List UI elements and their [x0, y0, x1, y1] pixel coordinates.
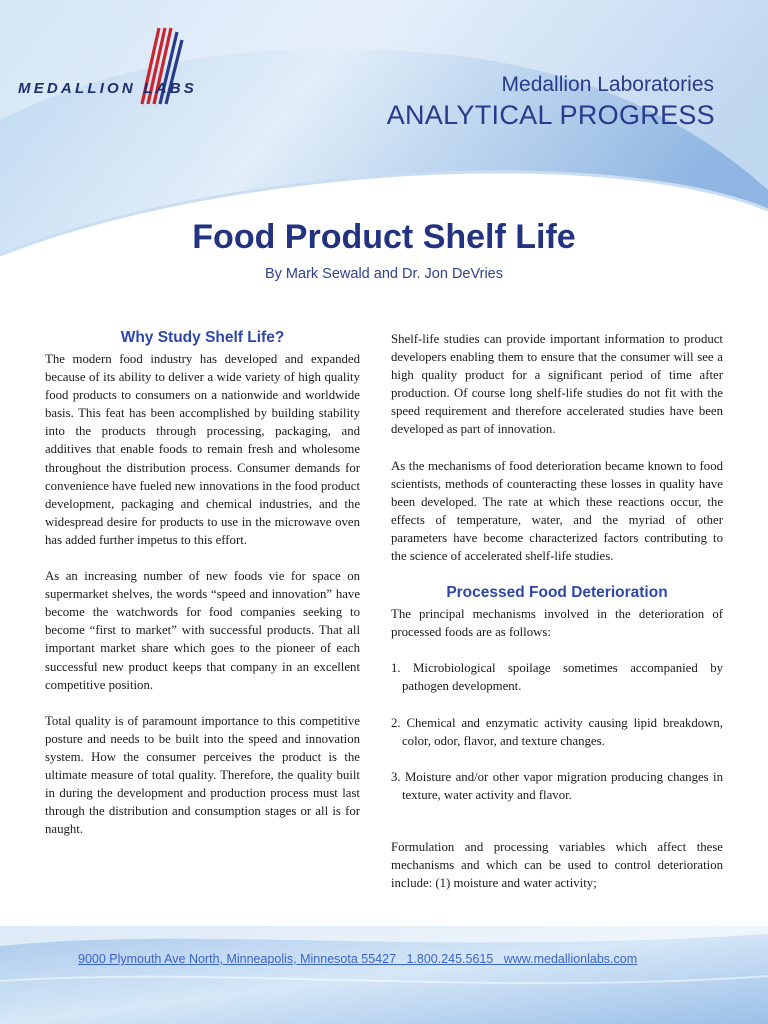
right-column — [391, 330, 723, 910]
footer-contact-link[interactable]: 9000 Plymouth Ave North, Minneapolis, Minnesota 55427 1.800.245.5615 www.medallionlabs.com — [78, 952, 638, 966]
company-name: Medallion Laboratories — [501, 73, 714, 96]
section-heading-why-study: Why Study Shelf Life? — [120, 329, 285, 346]
article-byline: By Mark Sewald and Dr. Jon DeVries — [264, 266, 503, 282]
logo-wordmark: MEDALLION LABS — [18, 80, 197, 97]
medallion-labs-logo — [14, 20, 224, 112]
body-paragraph: Total quality is of paramount importance to this competitive posture and needs to be built into the speed and innovation system. How the consumer perceives the product is the ultimate measure of total quality. Therefore, the quality built in during the development and production process must last through the distribution and consumption stages or all is for naught. — [45, 713, 360, 837]
left-column — [45, 328, 360, 856]
body-paragraph: The modern food industry has developed and expanded because of its ability to deliver a wide variety of high quality food products to consumers on a nationwide and worldwide basis. This feat has been accomplished by building stability into the products through processing, packaging, and additives that enable foods to remain fresh and wholesome throughout the distribution process. Consumer demands for convenience have fueled new innovations in the food product development, packaging and chemical industries, and the widespread desire for products to use in the microwave oven has added further impetus to this effort. — [45, 352, 360, 547]
newsletter-title: ANALYTICAL PROGRESS — [386, 100, 715, 130]
body-paragraph: The principal mechanisms involved in the deterioration of processed foods are as follows: — [391, 607, 723, 640]
footer-wave-background — [0, 926, 768, 1024]
article-title: Food Product Shelf Life — [192, 218, 576, 256]
list-item: 3. Moisture and/or other vapor migration producing changes in texture, water activity and flavor. — [391, 769, 723, 802]
body-paragraph: As the mechanisms of food deterioration became known to food scientists, methods of counteracting these losses in quality have been developed. The rate at which these reactions occur, the effects of temperature, water, and the myriad of other parameters have become characterized factors contributing to the science of accelerated shelf-life studies. — [391, 458, 723, 564]
list-item: 1. Microbiological spoilage sometimes accompanied by pathogen development. — [391, 661, 723, 694]
body-paragraph: Shelf-life studies can provide important information to product developers enabling them to ensure that the consumer will see a high quality product for a significant period of time after production. Of course long shelf-life studies do not fit with the speed requirement and therefore accelerated studies have been developed as part of innovation. — [391, 332, 723, 437]
body-paragraph: As an increasing number of new foods vie for space on supermarket shelves, the words “speed and innovation” have become the watchwords for food companies seeking to become “first to market” with successful products. That all important market share which goes to the pioneer of each successful new product keeps that company in an excellent competitive position. — [45, 569, 360, 692]
body-paragraph: Formulation and processing variables which affect these mechanisms and which can be used to control deterioration include: (1) moisture and water activity; — [391, 839, 723, 891]
section-heading-deterioration: Processed Food Deterioration — [446, 584, 668, 602]
list-item: 2. Chemical and enzymatic activity causing lipid breakdown, color, odor, flavor, and texture changes. — [391, 715, 723, 748]
